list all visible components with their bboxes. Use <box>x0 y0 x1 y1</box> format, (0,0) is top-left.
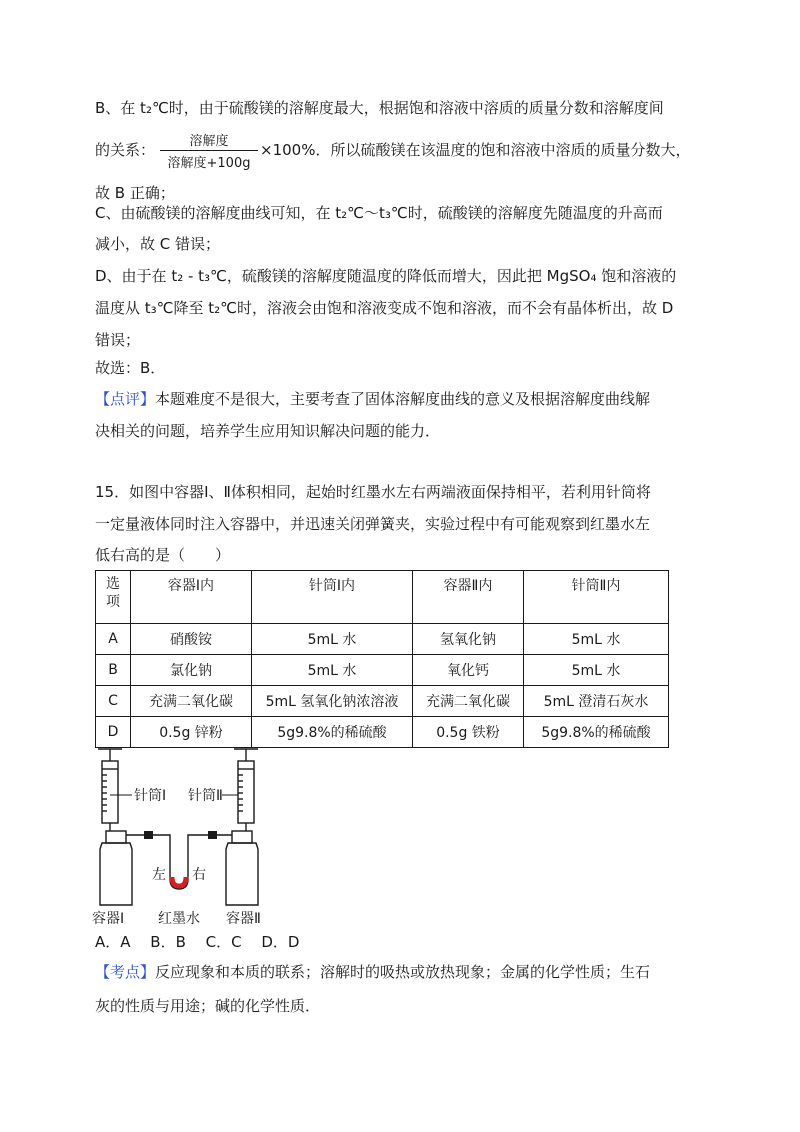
line-review1 <box>95 389 650 409</box>
fraction-numerator: 溶解度 <box>189 134 229 149</box>
table-cell: 充满二氧化碳 <box>413 686 524 717</box>
header-container-1: 容器Ⅰ内 <box>131 571 252 624</box>
table-cell: 氢氧化钠 <box>413 624 524 655</box>
question-table <box>95 570 669 748</box>
table-cell: B <box>96 655 131 686</box>
table-row <box>96 717 669 748</box>
table-cell: 充满二氧化碳 <box>131 686 252 717</box>
table-cell: A <box>96 624 131 655</box>
table-cell: 5mL 水 <box>524 655 669 686</box>
table-row <box>96 686 669 717</box>
syringe-1-icon <box>98 749 122 831</box>
label-container-2: 容器Ⅱ <box>226 911 261 927</box>
line-kd1 <box>95 962 650 982</box>
table-row <box>96 624 669 655</box>
line-d3: 错误； <box>95 331 141 349</box>
question-15-line-3: 低右高的是（ ） <box>95 546 231 564</box>
line-c2: 减小，故 C 错误； <box>95 235 221 253</box>
fraction-bar <box>160 150 258 151</box>
line-d2: 温度从 t₃℃降至 t₂℃时，溶液会由饱和溶液变成不饱和溶液，而不会有晶体析出，故 D <box>95 299 674 317</box>
table-cell: 5mL 水 <box>524 624 669 655</box>
label-syringe-2: 针筒Ⅱ <box>188 788 223 804</box>
fraction-denominator: 溶解度+100g <box>167 156 251 171</box>
label-container-1: 容器Ⅰ <box>92 911 125 927</box>
review-text-1: 本题难度不是很大，主要考查了固体溶解度曲线的意义及根据溶解度曲线解 <box>155 390 651 408</box>
table-cell: D <box>96 717 131 748</box>
red-ink <box>172 877 186 886</box>
label-ink: 红墨水 <box>158 911 200 927</box>
table-cell: 0.5g 锌粉 <box>131 717 252 748</box>
line-b2-suffix: ×100%．所以硫酸镁在该温度的饱和溶液中溶质的质量分数大， <box>260 141 691 159</box>
line-c1: C、由硫酸镁的溶解度曲线可知，在 t₂℃～t₃℃时，硫酸镁的溶解度先随温度的升高而 <box>95 204 663 222</box>
line-review2: 决相关的问题，培养学生应用知识解决问题的能力． <box>95 422 441 440</box>
header-option: 选 项 <box>96 571 131 624</box>
answer-options: A．A B．B C．C D．D <box>95 933 300 951</box>
header-container-2: 容器Ⅱ内 <box>413 571 524 624</box>
table-cell: 硝酸铵 <box>131 624 252 655</box>
line-kd2: 灰的性质与用途；碱的化学性质． <box>95 997 321 1015</box>
table-cell: C <box>96 686 131 717</box>
table-cell: 5mL 澄清石灰水 <box>524 686 669 717</box>
line-b3: 故 B 正确； <box>95 184 175 202</box>
table-header-row <box>96 571 669 624</box>
table-cell: 氧化钙 <box>413 655 524 686</box>
question-15-line-1: 15．如图中容器Ⅰ、Ⅱ体积相同，起始时红墨水左右两端液面保持相平，若利用针筒将 <box>95 483 651 501</box>
header-syringe-1: 针筒Ⅰ内 <box>252 571 413 624</box>
table-cell: 5mL 水 <box>252 624 413 655</box>
table-cell: 氯化钠 <box>131 655 252 686</box>
apparatus-diagram <box>92 745 292 930</box>
line-b2-prefix: 的关系： <box>95 141 156 159</box>
line-b1: B、在 t₂℃时，由于硫酸镁的溶解度最大，根据饱和溶液中溶质的质量分数和溶解度间 <box>95 99 664 117</box>
table-cell: 5g9.8%的稀硫酸 <box>524 717 669 748</box>
container-1-icon <box>100 831 132 905</box>
question-15-line-2: 一定量液体同时注入容器中，并迅速关闭弹簧夹，实验过程中有可能观察到红墨水左 <box>95 515 651 533</box>
container-2-icon <box>226 831 258 905</box>
table-cell: 5mL 水 <box>252 655 413 686</box>
line-d1: D、由于在 t₂ - t₃℃，硫酸镁的溶解度随温度的降低而增大，因此把 MgSO₄ 饱和溶液的 <box>95 267 677 285</box>
line-choose: 故选：B． <box>95 359 166 377</box>
label-right: 右 <box>192 867 206 883</box>
syringe-2-icon <box>234 749 258 831</box>
clamp-right-icon <box>208 831 217 839</box>
table-cell: 5g9.8%的稀硫酸 <box>252 717 413 748</box>
header-syringe-2: 针筒Ⅱ内 <box>524 571 669 624</box>
table-cell: 5mL 氢氧化钠浓溶液 <box>252 686 413 717</box>
review-tag: 【点评】 <box>95 390 156 408</box>
label-left: 左 <box>152 867 166 883</box>
kd-text-1: 反应现象和本质的联系；溶解时的吸热或放热现象；金属的化学性质；生石 <box>155 963 651 981</box>
table-cell: 0.5g 铁粉 <box>413 717 524 748</box>
kd-tag: 【考点】 <box>95 963 156 981</box>
label-syringe-1: 针筒Ⅰ <box>134 788 167 804</box>
table-row <box>96 655 669 686</box>
fraction <box>160 128 258 172</box>
clamp-left-icon <box>144 831 153 839</box>
